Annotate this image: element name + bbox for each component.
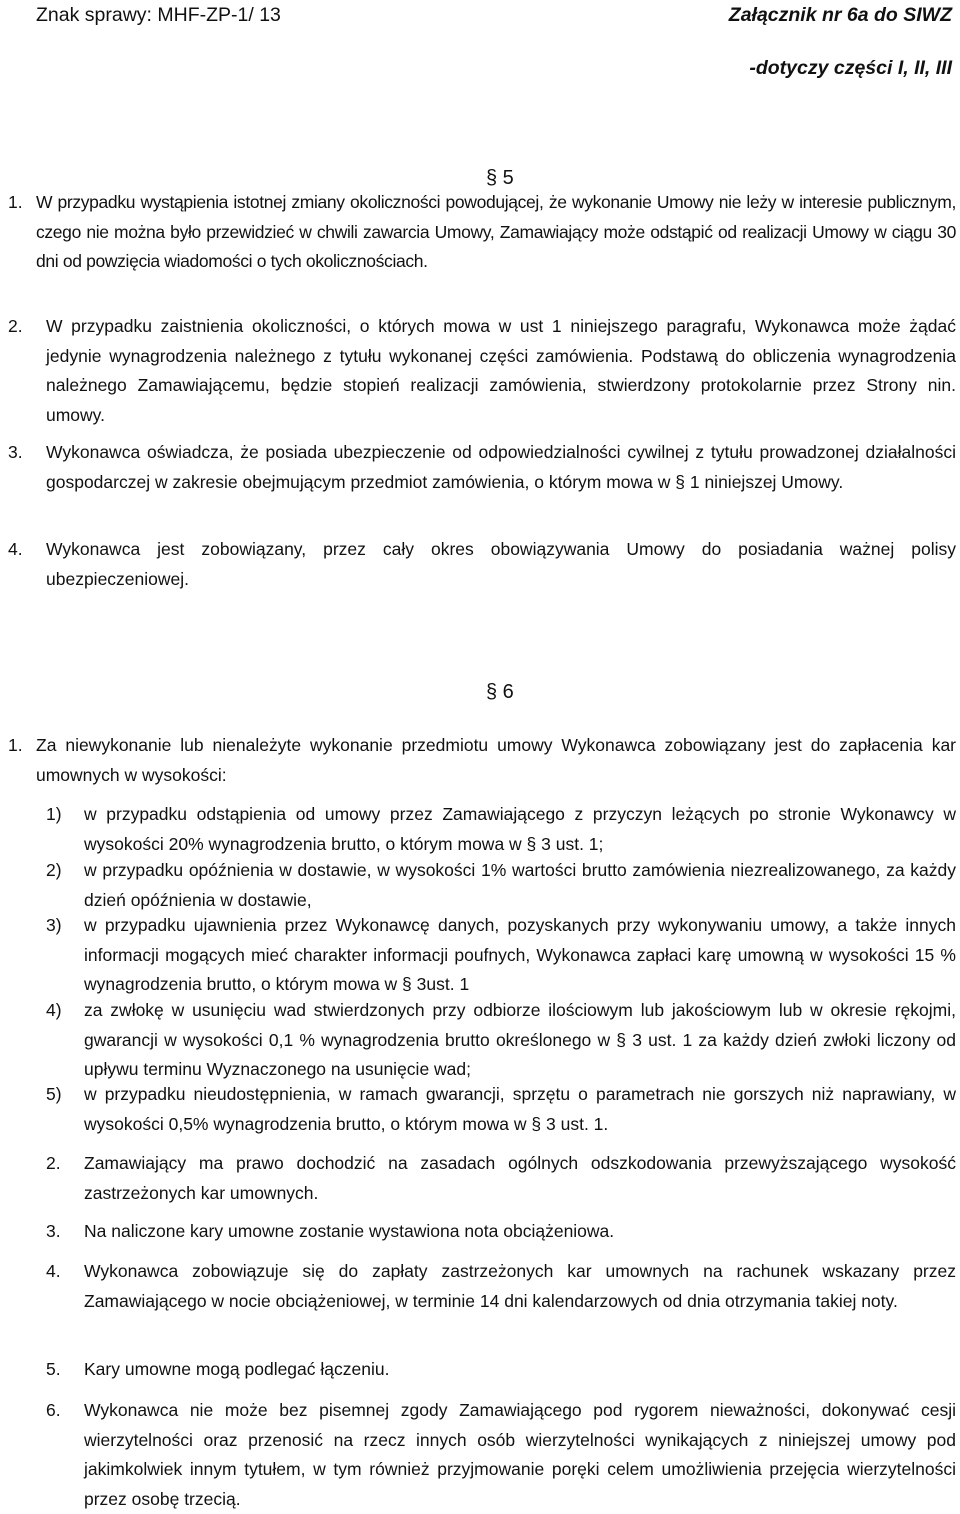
section-6-heading: § 6 — [486, 681, 514, 703]
subitem-text: w przypadku odstąpienia od umowy przez Zamawiającego z przyczyn leżących po stronie Wykonawcy w wysokości 20% wynagrodzenia brutto, o którym mowa w § 3 ust. 1; — [84, 804, 956, 854]
annex-scope: -dotyczy części I, II, III — [749, 57, 952, 79]
subitem-text: za zwłokę w usunięciu wad stwierdzonych przy odbiorze ilościowym lub jakościowym lub w okresie rękojmi, gwarancji w wysokości 0,1 % wynagrodzenia brutto określonego w § 3 ust. 1 za każdy dzień zwłoki liczony od upływu terminu Wyznaczonego na usunięcie wad; — [84, 1000, 956, 1079]
item-text: Kary umowne mogą podlegać łączeniu. — [84, 1359, 390, 1379]
item-number: 1. — [8, 735, 23, 755]
item-number: 4. — [8, 539, 23, 559]
section-5-heading: § 5 — [486, 167, 514, 189]
annex-title: Załącznik nr 6a do SIWZ — [728, 4, 952, 26]
case-reference: Znak sprawy: MHF-ZP-1/ 13 — [36, 4, 281, 26]
subitem-number: 4) — [46, 1000, 62, 1020]
subitem-number: 3) — [46, 915, 62, 935]
subitem-text: w przypadku nieudostępnienia, w ramach gwarancji, sprzętu o parametrach nie gorszych niż naprawiany, w wysokości 0,5% wynagrodzenia brutto, o którym mowa w § 3 ust. 1. — [84, 1084, 956, 1134]
item-text: Na naliczone kary umowne zostanie wystawiona nota obciążeniowa. — [84, 1221, 615, 1241]
item-number: 2. — [46, 1153, 61, 1173]
item-text: Wykonawca zobowiązuje się do zapłaty zastrzeżonych kar umownych na rachunek wskazany przez Zamawiającego w nocie obciążeniowej, w terminie 14 dni kalendarzowych od dnia otrzymania takiej noty. — [84, 1261, 956, 1311]
subitem-number: 5) — [46, 1084, 62, 1104]
item-text: Wykonawca nie może bez pisemnej zgody Zamawiającego pod rygorem nieważności, dokonywać cesji wierzytelności oraz przenosić na rzecz innych osób wierzytelności wynikających z niniejszej umowy pod jakimkolwiek innym tytułem, w tym również przyjmowanie poręki celem umożliwienia przejęcia wierzytelności przez osobę trzecią. — [84, 1400, 956, 1509]
subitem-number: 2) — [46, 860, 62, 880]
subitem-number: 1) — [46, 804, 62, 824]
subitem-text: w przypadku ujawnienia przez Wykonawcę danych, pozyskanych przy wykonywaniu umowy, a także innych informacji mogących mieć charakter informacji poufnych, Wykonawca zapłaci karę umowną w wysokości 15 % wynagrodzenia brutto, o którym mowa w § 3ust. 1 — [84, 915, 956, 994]
item-number: 4. — [46, 1261, 61, 1281]
item-number: 6. — [46, 1400, 61, 1420]
item-number: 2. — [8, 316, 23, 336]
item-number: 3. — [8, 442, 23, 462]
item-text: Wykonawca oświadcza, że posiada ubezpieczenie od odpowiedzialności cywilnej z tytułu prowadzonej działalności gospodarczej w zakresie obejmującym przedmiot zamówienia, o którym mowa w § 1 niniejszej Umowy. — [46, 442, 956, 492]
item-text: W przypadku zaistnienia okoliczności, o których mowa w ust 1 niniejszego paragrafu, Wykonawca może żądać jedynie wynagrodzenia należnego z tytułu wykonanej części zamówienia. Podstawą do obliczenia wynagrodzenia należnego Zamawiającemu, będzie stopień realizacji zamówienia, stwierdzony protokolarnie przez Strony nin. umowy. — [46, 316, 956, 425]
item-number: 1. — [8, 192, 23, 212]
item-text: Za niewykonanie lub nienależyte wykonanie przedmiotu umowy Wykonawca zobowiązany jest do zapłacenia kar umownych w wysokości: — [36, 735, 956, 785]
item-text: Zamawiający ma prawo dochodzić na zasadach ogólnych odszkodowania przewyższającego wysokość zastrzeżonych kar umownych. — [84, 1153, 956, 1203]
subitem-text: w przypadku opóźnienia w dostawie, w wysokości 1% wartości brutto zamówienia niezrealizowanego, za każdy dzień opóźnienia w dostawie, — [84, 860, 956, 910]
item-text: Wykonawca jest zobowiązany, przez cały okres obowiązywania Umowy do posiadania ważnej polisy ubezpieczeniowej. — [46, 539, 956, 589]
item-text: W przypadku wystąpienia istotnej zmiany okoliczności powodującej, że wykonanie Umowy nie leży w interesie publicznym, czego nie można było przewidzieć w chwili zawarcia Umowy, Zamawiający może odstąpić od realizacji Umowy w ciągu 30 dni od powzięcia wiadomości o tych okolicznościach. — [36, 192, 956, 271]
item-number: 5. — [46, 1359, 61, 1379]
item-number: 3. — [46, 1221, 61, 1241]
